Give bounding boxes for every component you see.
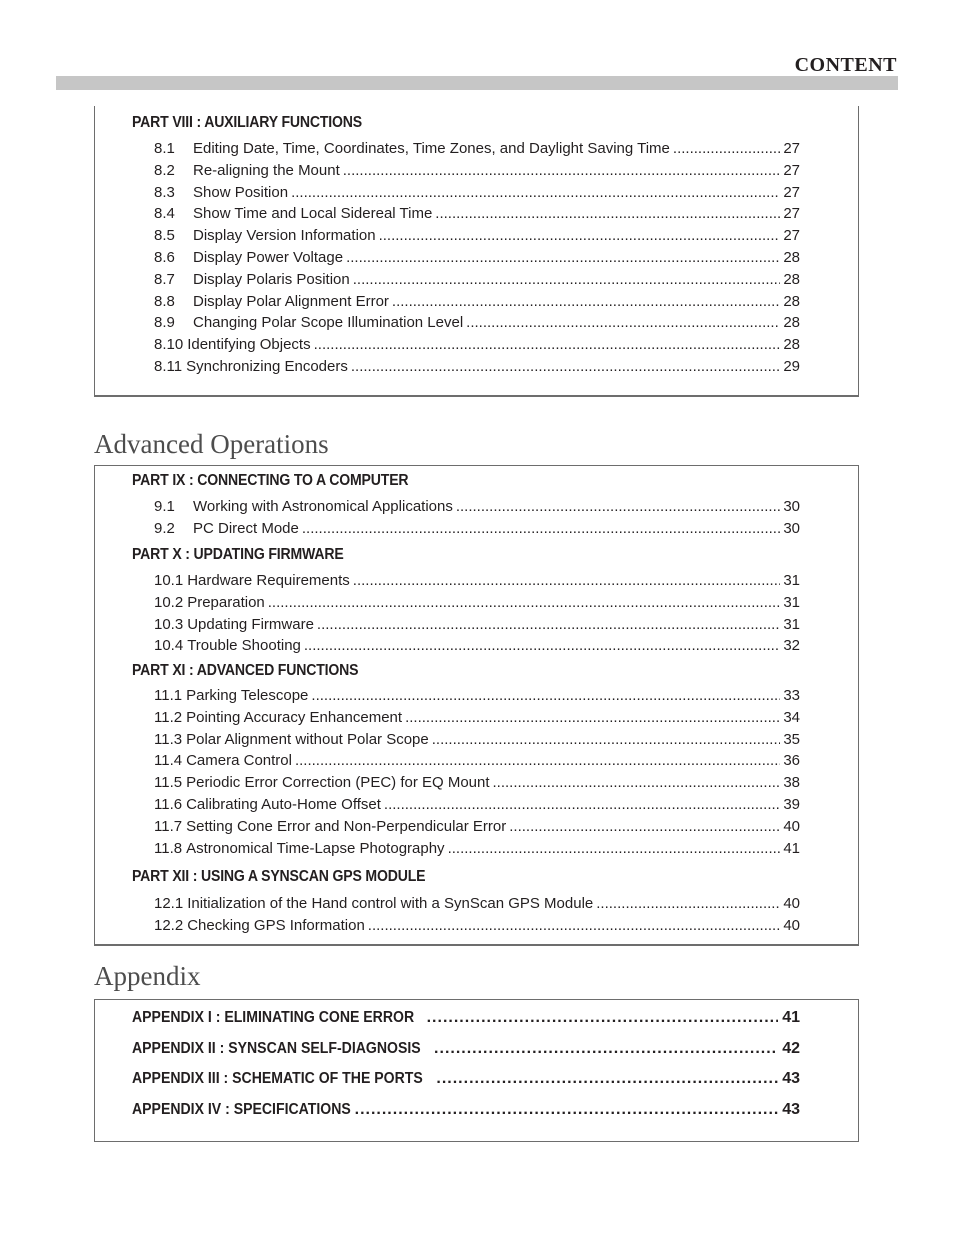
part-heading: PART IX : CONNECTING TO A COMPUTER — [132, 472, 409, 489]
toc-entry-title: Display Power Voltage — [193, 249, 344, 266]
toc-entry-title: Parking Telescope — [186, 687, 309, 704]
toc-entry[interactable] — [154, 839, 800, 859]
toc-entry-title: Display Polar Alignment Error — [193, 292, 389, 310]
toc-entry-number: 8.7 — [154, 270, 175, 288]
toc-entry-number: 9.2 — [154, 519, 175, 537]
toc-leader-dots — [304, 636, 780, 656]
appendix-leader-dots — [355, 1101, 779, 1119]
toc-entry-number: 11.4 — [154, 752, 183, 770]
toc-entry-title: Show Time and Local Sidereal Time — [193, 205, 433, 223]
toc-entry-title: Synchronizing Encoders — [186, 358, 348, 375]
appendix-entry-title: APPENDIX IV : SPECIFICATIONS — [132, 1101, 351, 1119]
toc-entry-number: 11.6 — [154, 796, 183, 813]
toc-entry-number: 8.8 — [154, 292, 175, 310]
toc-leader-dots — [295, 751, 780, 771]
toc-leader-dots — [384, 795, 780, 815]
toc-entry-page: 28 — [783, 292, 800, 310]
toc-entry-page: 27 — [783, 205, 800, 223]
toc-entry-number: 8.1 — [154, 140, 175, 157]
toc-leader-dots — [302, 519, 780, 539]
toc-entry[interactable] — [154, 497, 800, 517]
toc-entry-number: 10.3 — [154, 615, 184, 633]
toc-entry-number: 11.8 — [154, 839, 183, 857]
toc-entry-page: 32 — [783, 637, 800, 655]
toc-leader-dots — [317, 615, 780, 635]
toc-entry[interactable] — [154, 139, 800, 159]
toc-entry-title: Camera Control — [186, 752, 292, 770]
toc-entry[interactable] — [154, 636, 800, 656]
appendix-entry-page: 41 — [782, 1009, 800, 1026]
toc-entry-page: 28 — [783, 270, 800, 288]
appendix-box — [94, 999, 859, 1142]
toc-entry-number: 11.5 — [154, 774, 183, 792]
toc-entry-number: 10.2 — [154, 593, 184, 611]
toc-entry-page: 31 — [783, 615, 800, 633]
toc-entry[interactable] — [154, 817, 800, 837]
appendix-entry[interactable] — [132, 1009, 800, 1033]
toc-leader-dots — [456, 497, 780, 517]
toc-entry-title: Display Version Information — [193, 227, 376, 245]
toc-entry-page: 31 — [783, 593, 800, 611]
appendix-entry-title: APPENDIX I : ELIMINATING CONE ERROR — [132, 1009, 415, 1026]
toc-entry-page: 40 — [783, 817, 800, 835]
header-bar — [56, 76, 898, 90]
toc-entry-number: 8.2 — [154, 161, 175, 179]
part-viii-box — [94, 106, 859, 397]
section-title: Advanced Operations — [94, 429, 329, 459]
appendix-leader-dots — [427, 1009, 779, 1027]
toc-entry[interactable] — [154, 730, 800, 750]
toc-entry-number: 11.1 — [154, 687, 183, 704]
toc-leader-dots — [493, 773, 781, 793]
toc-entry-title: Setting Cone Error and Non-Perpendicular Error — [186, 817, 507, 835]
toc-entry-page: 33 — [783, 687, 800, 704]
toc-leader-dots — [291, 183, 780, 203]
toc-entry-page: 27 — [783, 161, 800, 179]
toc-leader-dots — [432, 730, 781, 750]
toc-entry-title: Show Position — [193, 183, 289, 201]
toc-entry-number: 12.2 — [154, 916, 184, 934]
toc-entry-page: 27 — [783, 140, 800, 157]
toc-entry-page: 39 — [783, 796, 800, 813]
part-heading: PART VIII : AUXILIARY FUNCTIONS — [132, 114, 363, 131]
section-title: Appendix — [94, 961, 201, 991]
toc-entry[interactable] — [154, 335, 800, 355]
toc-entry-title: Polar Alignment without Polar Scope — [186, 730, 429, 748]
toc-entry-title: Calibrating Auto-Home Offset — [186, 796, 381, 813]
toc-entry[interactable] — [154, 519, 800, 539]
toc-entry-number: 10.1 — [154, 572, 184, 589]
toc-entry-page: 29 — [783, 358, 800, 375]
toc-leader-dots — [353, 270, 781, 290]
toc-entry-title: Editing Date, Time, Coordinates, Time Zones, and Daylight Saving Time — [193, 140, 670, 157]
toc-entry-title: Display Polaris Position — [193, 270, 350, 288]
appendix-leader-dots — [436, 1070, 778, 1088]
toc-leader-dots — [353, 571, 781, 591]
toc-entry-number: 9.1 — [154, 498, 175, 515]
toc-entry-number: 8.4 — [154, 205, 175, 223]
toc-entry[interactable] — [154, 357, 800, 377]
toc-leader-dots — [268, 593, 781, 613]
toc-entry-page: 40 — [783, 916, 800, 934]
toc-leader-dots — [596, 894, 780, 914]
toc-entry-number: 11.7 — [154, 817, 183, 835]
toc-entry-number: 12.1 — [154, 895, 184, 912]
toc-entry-page: 31 — [783, 572, 800, 589]
toc-entry-number: 11.3 — [154, 730, 183, 748]
toc-entry-title: Periodic Error Correction (PEC) for EQ Mount — [186, 774, 490, 792]
toc-entry-number: 11.2 — [154, 708, 183, 726]
toc-leader-dots — [379, 226, 781, 246]
toc-entry-title: Initialization of the Hand control with a SynScan GPS Module — [187, 895, 594, 912]
toc-entry-number: 8.10 — [154, 336, 184, 354]
toc-entry[interactable] — [154, 751, 800, 771]
toc-leader-dots — [346, 248, 780, 268]
toc-entry[interactable] — [154, 615, 800, 635]
toc-leader-dots — [509, 817, 780, 837]
toc-entry-number: 8.11 — [154, 358, 183, 375]
toc-entry[interactable] — [154, 248, 800, 268]
toc-entry-title: Trouble Shooting — [187, 637, 301, 655]
toc-entry-page: 30 — [783, 498, 800, 515]
appendix-entry[interactable] — [132, 1040, 800, 1064]
toc-leader-dots — [351, 357, 780, 377]
toc-leader-dots — [405, 708, 780, 728]
toc-leader-dots — [435, 204, 780, 224]
toc-entry[interactable] — [154, 292, 800, 312]
toc-entry-page: 28 — [783, 314, 800, 332]
toc-leader-dots — [311, 686, 780, 706]
toc-leader-dots — [466, 313, 780, 333]
toc-entry-number: 8.3 — [154, 183, 175, 201]
toc-entry[interactable] — [154, 270, 800, 290]
toc-entry[interactable] — [154, 795, 800, 815]
appendix-entry-page: 43 — [782, 1070, 800, 1088]
toc-entry[interactable] — [154, 708, 800, 728]
toc-entry[interactable] — [154, 183, 800, 203]
toc-leader-dots — [448, 839, 781, 859]
toc-entry-number: 8.5 — [154, 227, 175, 245]
toc-entry-page: 36 — [783, 752, 800, 770]
toc-leader-dots — [673, 139, 780, 159]
part-heading: PART XI : ADVANCED FUNCTIONS — [132, 662, 359, 679]
toc-entry[interactable] — [154, 686, 800, 706]
appendix-entry-title: APPENDIX III : SCHEMATIC OF THE PORTS — [132, 1070, 423, 1088]
toc-entry-title: Preparation — [187, 593, 265, 611]
toc-leader-dots — [343, 161, 781, 181]
appendix-entry-page: 42 — [782, 1039, 800, 1057]
toc-entry-title: Re-aligning the Mount — [193, 161, 340, 179]
toc-entry-page: 40 — [783, 895, 800, 912]
toc-entry[interactable] — [154, 593, 800, 613]
part-heading: PART X : UPDATING FIRMWARE — [132, 546, 344, 563]
toc-entry-page: 28 — [783, 249, 800, 266]
toc-entry-number: 10.4 — [154, 637, 184, 655]
advanced-operations-box — [94, 465, 859, 946]
toc-entry[interactable] — [154, 226, 800, 246]
toc-entry-page: 34 — [783, 708, 800, 726]
toc-entry-page: 27 — [783, 183, 800, 201]
toc-leader-dots — [314, 335, 781, 355]
toc-entry[interactable] — [154, 773, 800, 793]
toc-entry[interactable] — [154, 571, 800, 591]
toc-entry-title: Identifying Objects — [187, 336, 311, 354]
toc-entry-number: 8.9 — [154, 314, 175, 332]
toc-entry-page: 30 — [783, 519, 800, 537]
toc-entry-title: Working with Astronomical Applications — [193, 498, 453, 515]
toc-entry-title: PC Direct Mode — [193, 519, 299, 537]
toc-entry[interactable] — [154, 916, 800, 936]
toc-entry[interactable] — [154, 204, 800, 224]
toc-entry-title: Astronomical Time-Lapse Photography — [186, 839, 445, 857]
appendix-leader-dots — [434, 1040, 778, 1058]
toc-entry-title: Pointing Accuracy Enhancement — [186, 708, 403, 726]
toc-entry-page: 35 — [783, 730, 800, 748]
appendix-entry-page: 43 — [782, 1101, 800, 1119]
toc-entry[interactable] — [154, 313, 800, 333]
toc-entry-page: 27 — [783, 227, 800, 245]
toc-leader-dots — [392, 292, 780, 312]
page-header-title: CONTENT — [794, 54, 897, 76]
toc-entry-title: Updating Firmware — [187, 615, 314, 633]
toc-entry-title: Hardware Requirements — [187, 572, 350, 589]
part-heading: PART XII : USING A SYNSCAN GPS MODULE — [132, 868, 426, 885]
toc-leader-dots — [368, 916, 781, 936]
appendix-entry[interactable] — [132, 1101, 800, 1125]
appendix-entry[interactable] — [132, 1070, 800, 1094]
toc-entry-title: Checking GPS Information — [187, 916, 365, 934]
toc-entry-page: 28 — [783, 336, 800, 354]
toc-entry-title: Changing Polar Scope Illumination Level — [193, 314, 464, 332]
toc-entry-page: 41 — [783, 839, 800, 857]
toc-entry-number: 8.6 — [154, 249, 175, 266]
toc-entry[interactable] — [154, 894, 800, 914]
appendix-entry-title: APPENDIX II : SYNSCAN SELF-DIAGNOSIS — [132, 1039, 421, 1057]
toc-entry[interactable] — [154, 161, 800, 181]
toc-entry-page: 38 — [783, 774, 800, 792]
